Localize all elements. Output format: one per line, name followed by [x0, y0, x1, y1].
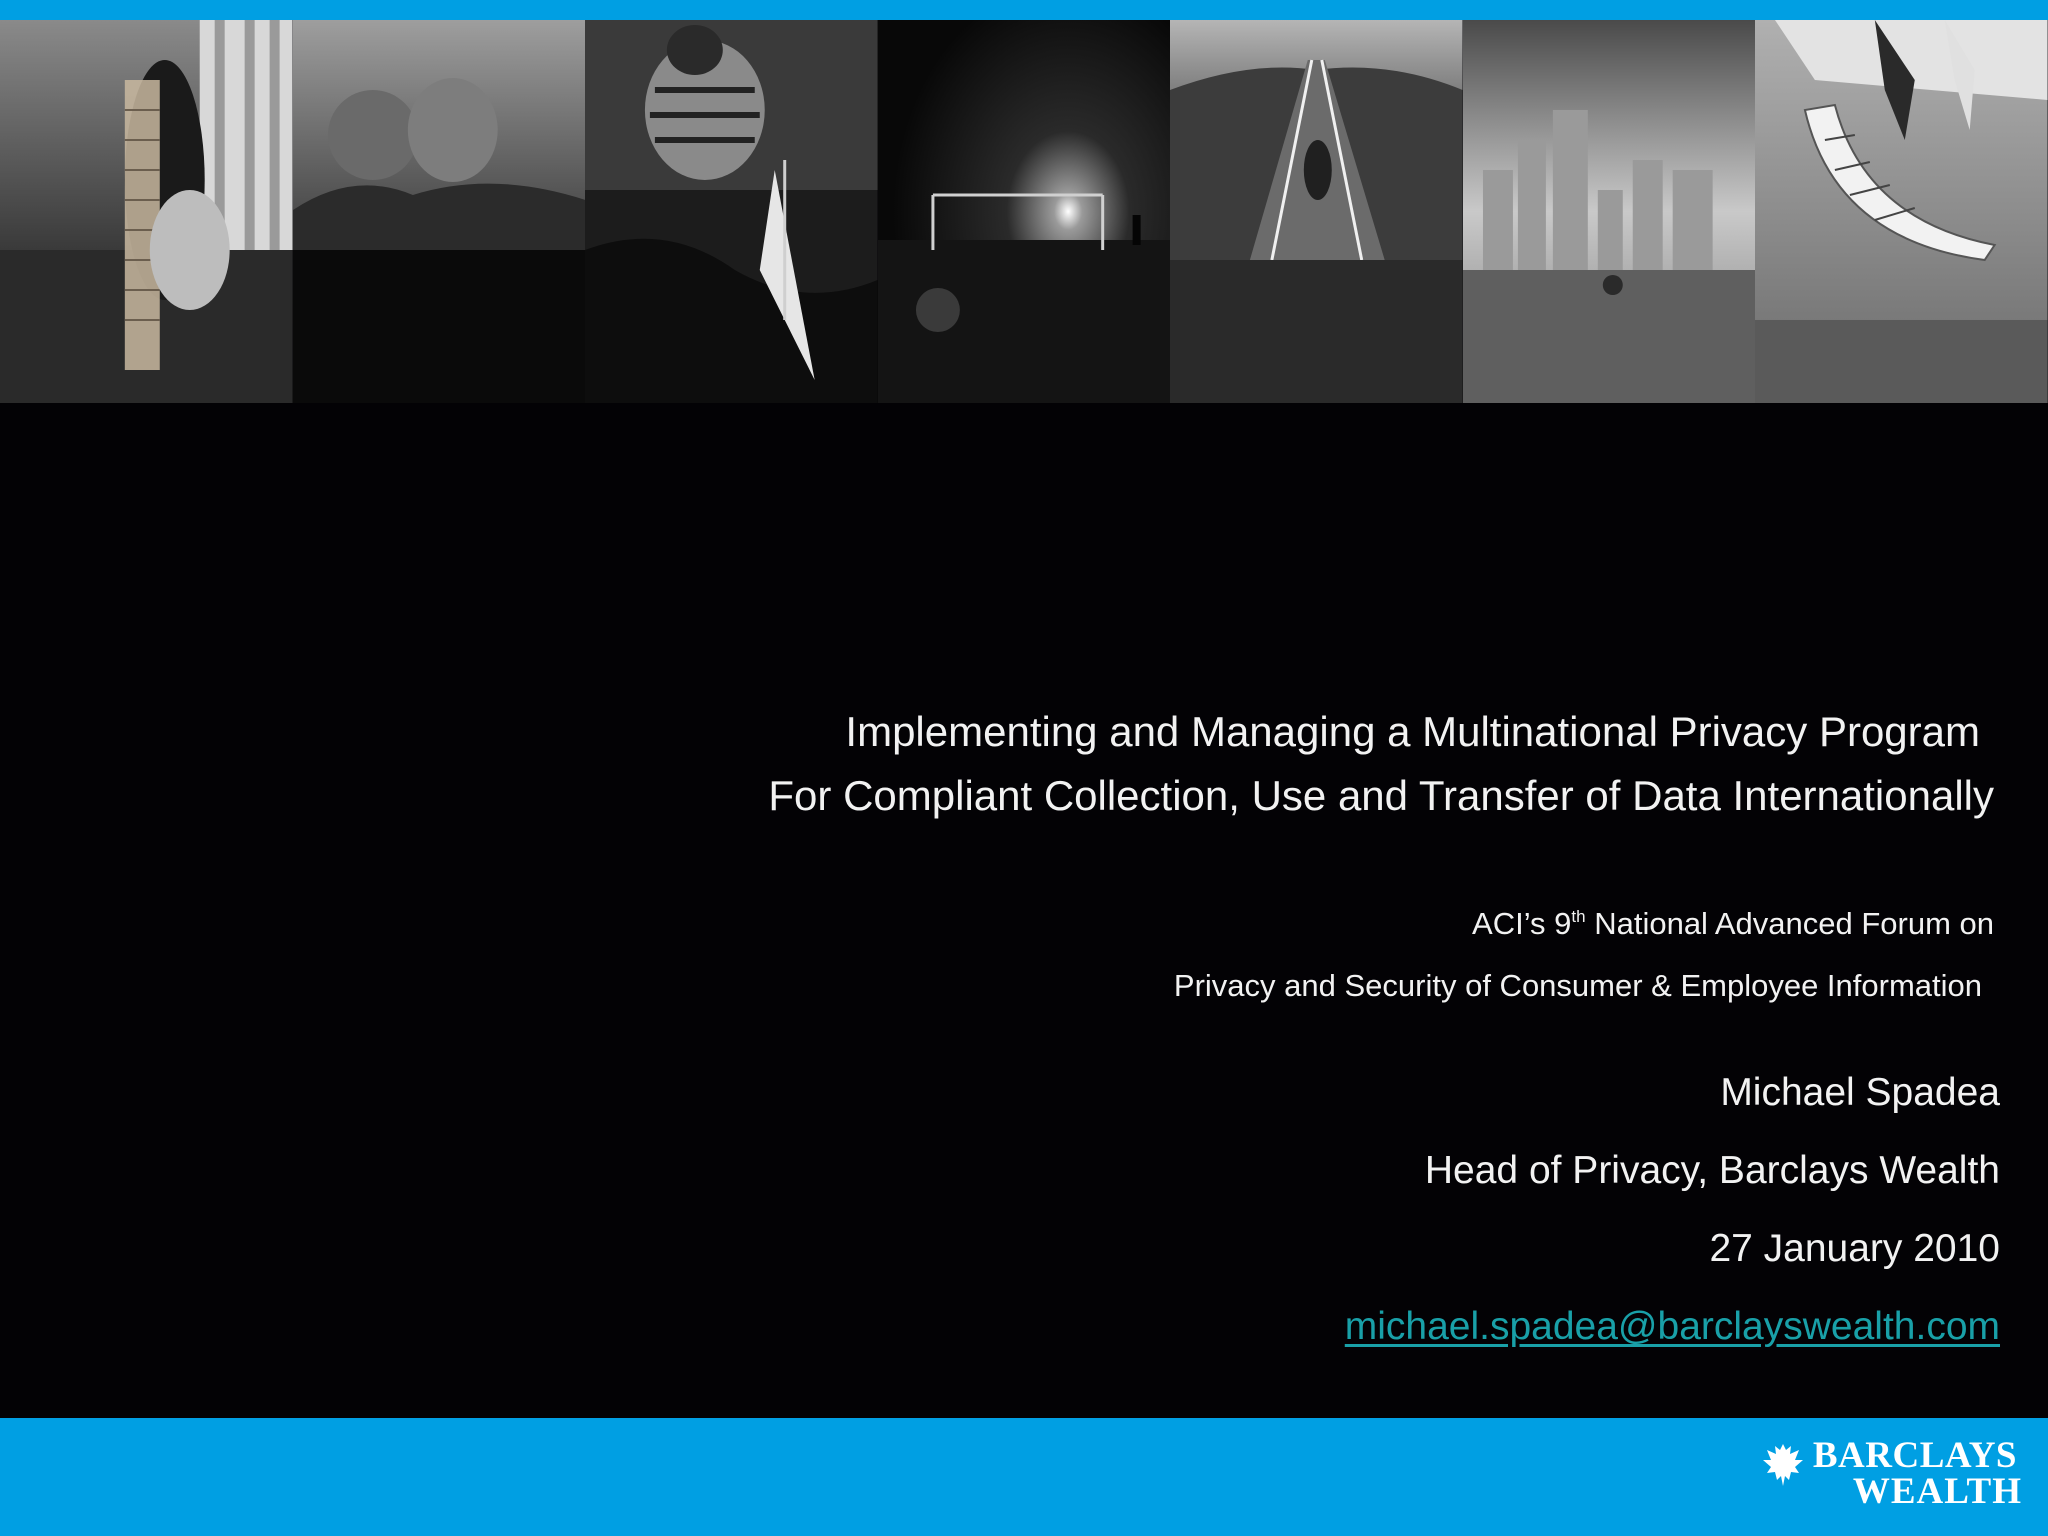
- speaker-email-row: [1345, 1288, 2000, 1366]
- speaker-role: Head of Privacy, Barclays Wealth: [1424, 1149, 2000, 1192]
- photo-cyclist-on-road: [1170, 20, 1463, 403]
- forum-line-1-prefix: ACI’s 9: [1472, 906, 1572, 941]
- photo-split-rock: [293, 20, 586, 403]
- top-accent-band: [0, 0, 2048, 20]
- forum-line-1-suffix: National Advanced Forum on: [1585, 906, 1994, 941]
- speaker-name: Michael Spadea: [1720, 1071, 2000, 1114]
- forum-line-2: Privacy and Security of Consumer & Employee Information: [1173, 968, 1982, 1003]
- speaker-email-link[interactable]: michael.spadea@barclayswealth.com: [1344, 1305, 2000, 1348]
- title-line-1: Implementing and Managing a Multinational Privacy Program: [845, 708, 1980, 755]
- forum-subtitle: [1174, 886, 1994, 1017]
- photo-strip: [0, 20, 2048, 403]
- presentation-title: [768, 700, 1994, 828]
- logo-line-1: BARCLAYS: [1812, 1435, 2017, 1476]
- photo-football-goal-at-night: [878, 20, 1171, 403]
- photo-boy-with-toy-boat: [585, 20, 878, 403]
- ordinal-superscript: th: [1571, 907, 1586, 926]
- speaker-info: [1345, 1054, 2000, 1366]
- barclays-wealth-logo: [1761, 1435, 2022, 1512]
- logo-line-2: WEALTH: [1852, 1471, 2022, 1512]
- presentation-date: 27 January 2010: [1709, 1227, 2000, 1270]
- photo-stairs-aircraft: [1755, 20, 2048, 403]
- photo-city-skyline-pool: [1463, 20, 1756, 403]
- title-line-2: For Compliant Collection, Use and Transfer of Data Internationally: [768, 772, 1994, 819]
- forum-line-1: [1174, 886, 1994, 955]
- bottom-accent-band: [0, 1418, 2048, 1536]
- eagle-icon: [1761, 1440, 1805, 1490]
- photo-girl-stacking-blocks: [0, 20, 293, 403]
- logo-wordmark: [1812, 1435, 2022, 1512]
